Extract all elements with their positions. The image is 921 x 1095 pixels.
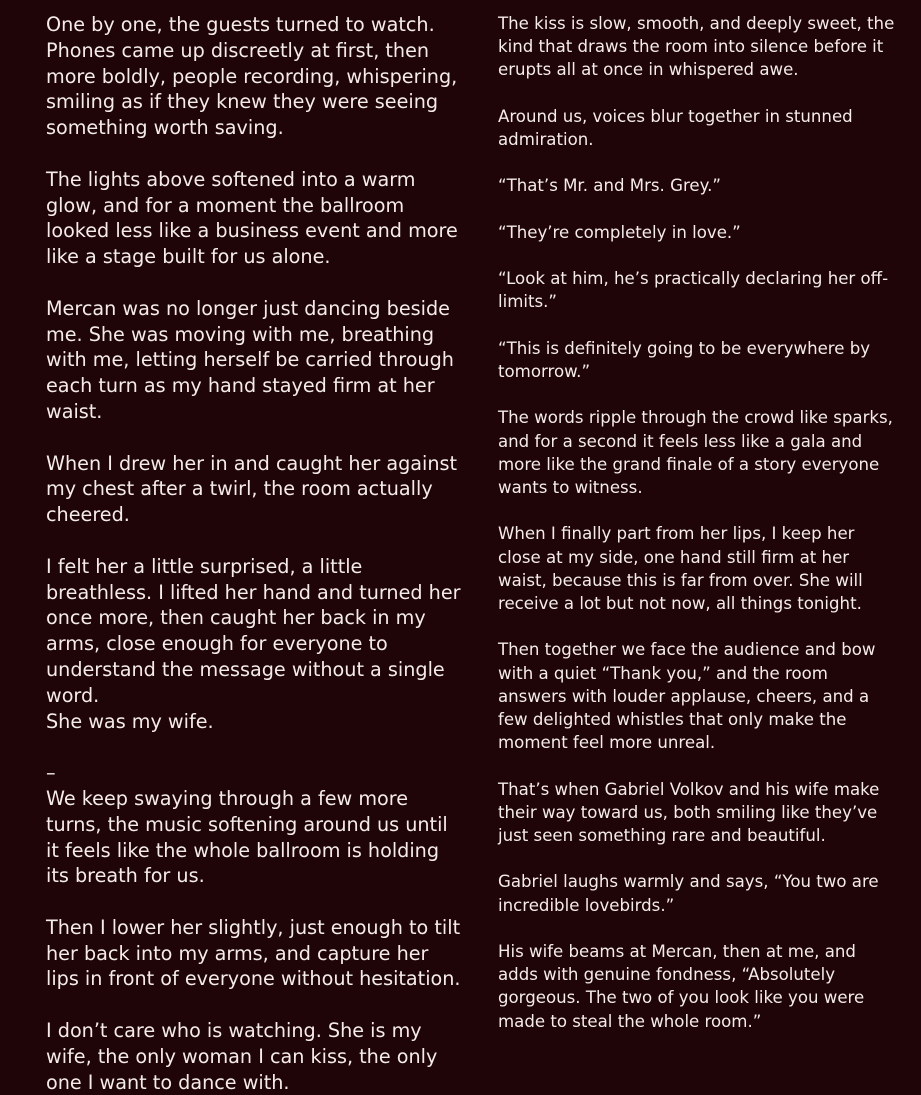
paragraph: Then I lower her slightly, just enough to tilt her back into my arms, and capture her lips in front of everyone without hesitation. [46, 915, 461, 991]
paragraph: Gabriel laughs warmly and says, “You two are incredible lovebirds.” [498, 872, 879, 915]
paragraph: – We keep swaying through a few more turns, the music softening around us until it feels like the whole ballroom is holding its breath for us. [46, 761, 448, 888]
paragraph: That’s when Gabriel Volkov and his wife make their way toward us, both smiling like they’ve just seen something rare and beautiful. [498, 779, 880, 845]
paragraph: His wife beams at Mercan, then at me, and adds with genuine fondness, “Absolutely gorgeous. The two of you look like you were made to steal the whole room.” [498, 941, 865, 1031]
paragraph: The words ripple through the crowd like sparks, and for a second it feels less like a gala and more like the grand finale of a story everyone wants to witness. [498, 408, 893, 497]
paragraph: I felt her a little surprised, a little breathless. I lifted her hand and turned her once more, then caught her back in my arms, close enough for everyone to understand the message without a single word. She was my wife. [46, 554, 461, 733]
dialogue-line: “This is definitely going to be everywhere by tomorrow.” [498, 338, 871, 381]
paragraph: Then together we face the audience and bow with a quiet “Thank you,” and the room answers with louder applause, cheers, and a few delighted whistles that only make the moment feel more unreal. [498, 640, 876, 753]
paragraph: When I drew her in and caught her against my chest after a twirl, the room actually cheered. [46, 451, 458, 527]
left-text-column [46, 12, 464, 1095]
dialogue-line: “They’re completely in love.” [498, 222, 741, 242]
paragraph: The lights above softened into a warm glow, and for a moment the ballroom looked less like a business event and more like a stage built for us alone. [46, 167, 458, 269]
paragraph: Around us, voices blur together in stunned admiration. [498, 106, 853, 149]
paragraph: One by one, the guests turned to watch. Phones came up discreetly at first, then more boldly, people recording, whispering, smiling as if they knew they were seeing something worth saving. [46, 13, 458, 140]
paragraph: The kiss is slow, smooth, and deeply sweet, the kind that draws the room into silence before it erupts all at once in whispered awe. [498, 14, 895, 80]
paragraph: When I finally part from her lips, I keep her close at my side, one hand still firm at her waist, because this is far from over. She will receive a lot but not now, all things tonight. [498, 524, 863, 613]
paragraph: Mercan was no longer just dancing beside me. She was moving with me, breathing with me, letting herself be carried through each turn as my hand stayed firm at her waist. [46, 296, 454, 423]
paragraph: I don’t care who is watching. She is my wife, the only woman I can kiss, the only one I want to dance with. [46, 1019, 438, 1094]
right-text-column [498, 12, 898, 1033]
dialogue-line: “That’s Mr. and Mrs. Grey.” [498, 176, 721, 196]
dialogue-line: “Look at him, he’s practically declaring her off-limits.” [498, 269, 889, 312]
